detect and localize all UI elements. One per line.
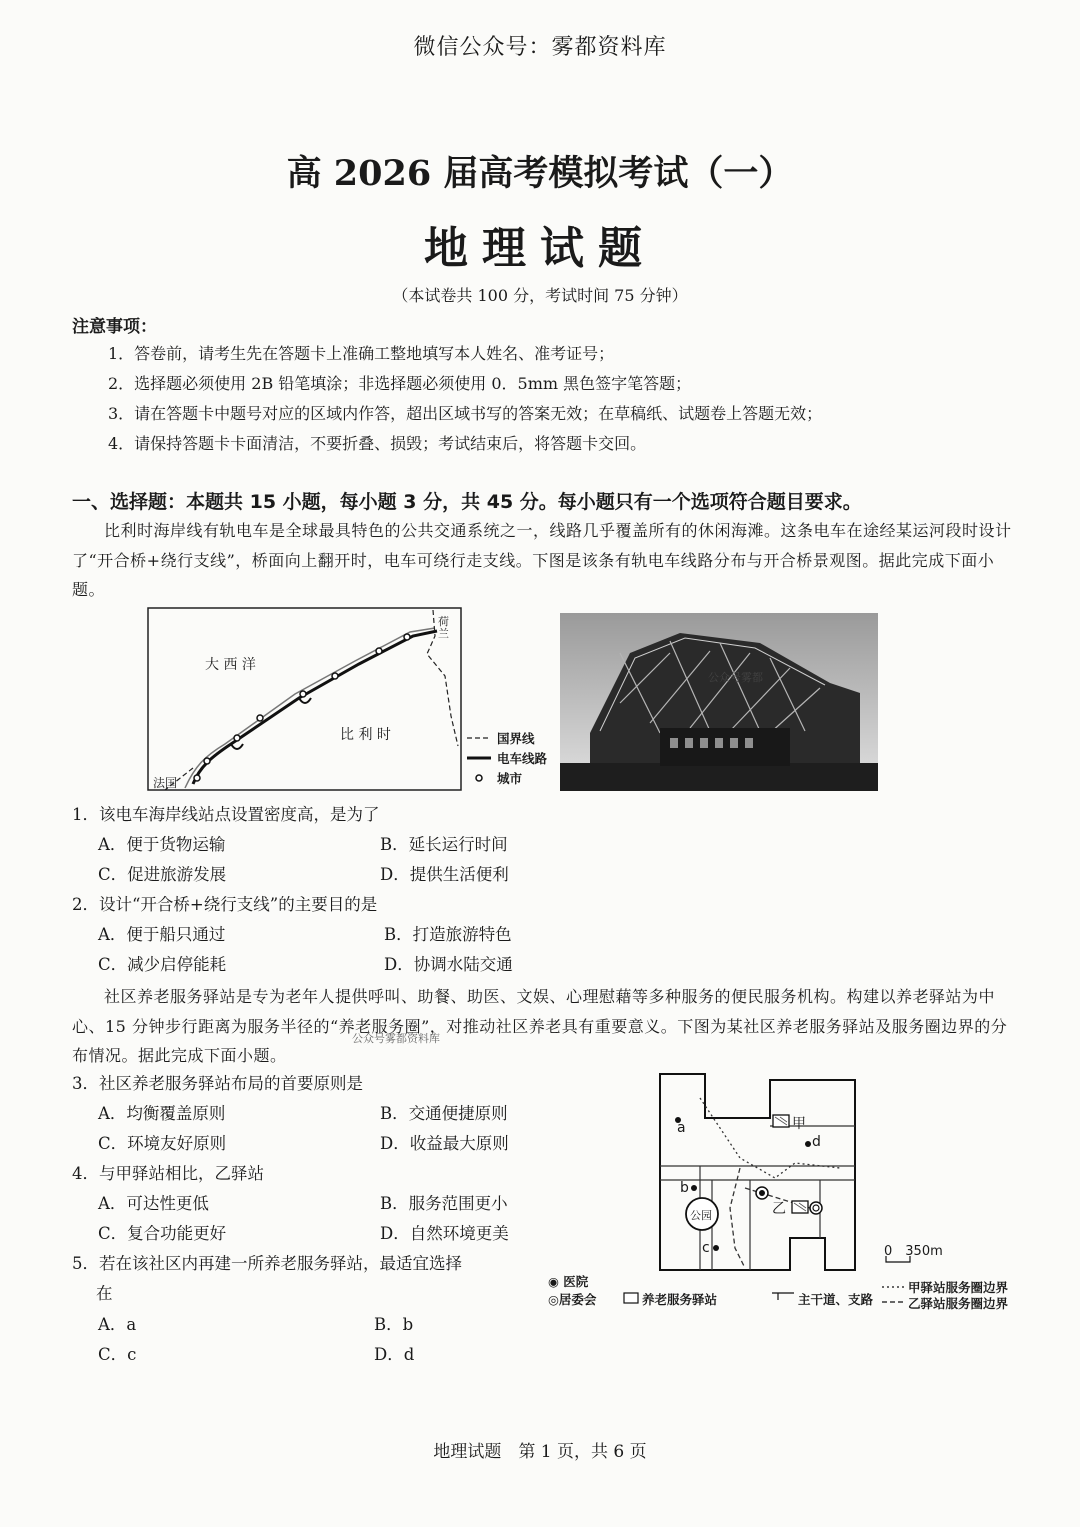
q1-option-c: C．促进旅游发展 <box>98 865 227 884</box>
bridge-photo <box>560 613 878 791</box>
q4-option-d: D．自然环境更美 <box>380 1224 509 1243</box>
bridge-photo-svg <box>560 613 878 791</box>
page-footer: 地理试题 第 1 页，共 6 页 <box>433 1442 647 1462</box>
notice-title: 注意事项： <box>72 317 157 337</box>
exam-info: （本试卷共 100 分，考试时间 75 分钟） <box>392 286 688 305</box>
label-a: a <box>677 1120 686 1136</box>
q3-option-b: B．交通便捷原则 <box>380 1104 508 1123</box>
q5-option-c: C．c <box>98 1345 137 1364</box>
question-4: 4．与甲驿站相比，乙驿站 <box>72 1164 264 1183</box>
legend-road: 主干道、支路 <box>798 1292 874 1307</box>
label-c: c <box>702 1240 710 1256</box>
passage-1: 比利时海岸线有轨电车是全球最具特色的公共交通系统之一，线路几乎覆盖所有的休闲海滩。这条电车在途经某运河段时设计了“开合桥+绕行支线”，桥面向上翻开时，电车可绕行走支线。下图是该条有轨电车线路分布与开合桥景观图。据此完成下面小题。 <box>72 521 1012 599</box>
q5-option-d: D．d <box>374 1345 415 1364</box>
q2-option-a: A．便于船只通过 <box>98 925 226 944</box>
section-heading: 一、选择题：本题共 15 小题，每小题 3 分，共 45 分。每小题只有一个选项符合题目要求。 <box>72 491 862 513</box>
subject-title: 地理试题 <box>424 223 656 274</box>
q1-option-a: A．便于货物运输 <box>98 835 226 854</box>
q1-option-b: B．延长运行时间 <box>380 835 508 854</box>
label-netherlands: 荷兰 <box>438 615 449 640</box>
exam-title: 高 2026 届高考模拟考试（一） <box>286 153 794 194</box>
legend-city: 城市 <box>497 771 523 786</box>
label-france: 法国 <box>153 776 178 790</box>
q2-option-d: D．协调水陆交通 <box>384 955 513 974</box>
q3-option-c: C．环境友好原则 <box>98 1134 227 1153</box>
q5-option-a: A．a <box>98 1315 137 1334</box>
question-5-cont: 在 <box>96 1284 113 1303</box>
belgium-tram-map <box>145 606 565 792</box>
passage-2: 社区养老服务驿站是专为老年人提供呼叫、助餐、助医、文娱、心理慰藉等多种服务的便民服务机构。构建以养老驿站为中心、15 分钟步行距离为服务半径的“养老服务圈”，对推动社区养老具有重要意义。下图为某社区养老服务驿站及服务圈边界的分布情况。据此完成下面小题。 <box>72 987 1008 1065</box>
notice-item-2: 2．选择题必须使用 2B 铅笔填涂；非选择题必须使用 0．5mm 黑色签字笔答题； <box>108 374 692 393</box>
label-d: d <box>812 1134 821 1150</box>
label-b: b <box>680 1180 689 1196</box>
question-2: 2．设计“开合桥+绕行支线”的主要目的是 <box>72 895 378 914</box>
label-atlantic: 大 西 洋 <box>205 657 256 673</box>
legend-tram: 电车线路 <box>497 751 548 766</box>
label-yi: 乙 <box>772 1201 786 1217</box>
notice-item-1: 1．答卷前，请考生先在答题卡上准确工整地填写本人姓名、准考证号； <box>108 344 615 363</box>
legend-jia-boundary: 甲驿站服务圈边界 <box>908 1280 1009 1295</box>
question-5: 5．若在该社区内再建一所养老服务驿站，最适宜选择 <box>72 1254 462 1273</box>
label-belgium: 比 利 时 <box>340 727 391 743</box>
q1-option-d: D．提供生活便利 <box>380 865 509 884</box>
legend-yi-boundary: 乙驿站服务圈边界 <box>908 1296 1009 1311</box>
label-jia: 甲 <box>792 1116 806 1132</box>
legend-station: 养老服务驿站 <box>642 1292 718 1307</box>
question-3: 3．社区养老服务驿站布局的首要原则是 <box>72 1074 363 1093</box>
notice-item-4: 4．请保持答题卡卡面清洁，不要折叠、损毁；考试结束后，将答题卡交回。 <box>108 434 647 453</box>
community-map <box>540 1068 1040 1318</box>
q4-option-a: A．可达性更低 <box>98 1194 209 1213</box>
q4-option-c: C．复合功能更好 <box>98 1224 227 1243</box>
q3-option-a: A．均衡覆盖原则 <box>98 1104 226 1123</box>
scale-label: 0 350m <box>884 1244 943 1259</box>
legend-border: 国界线 <box>497 731 535 746</box>
q2-option-c: C．减少启停能耗 <box>98 955 227 974</box>
question-1: 1．该电车海岸线站点设置密度高，是为了 <box>72 805 380 824</box>
q5-option-b: B．b <box>374 1315 414 1334</box>
q2-option-b: B．打造旅游特色 <box>384 925 512 944</box>
photo-watermark: 公众号雾都 <box>708 671 763 684</box>
notice-item-3: 3．请在答题卡中题号对应的区域内作答，超出区域书写的答案无效；在草稿纸、试题卷上答题无效； <box>108 404 823 423</box>
legend-committee: ◎居委会 <box>548 1292 597 1307</box>
wechat-header: 微信公众号：雾都资料库 <box>413 35 667 60</box>
legend-hospital: ◉ 医院 <box>548 1274 589 1289</box>
page-watermark: 公众号雾都资料库 <box>352 1032 440 1045</box>
q3-option-d: D．收益最大原则 <box>380 1134 509 1153</box>
label-park: 公园 <box>690 1209 712 1222</box>
q4-option-b: B．服务范围更小 <box>380 1194 508 1213</box>
